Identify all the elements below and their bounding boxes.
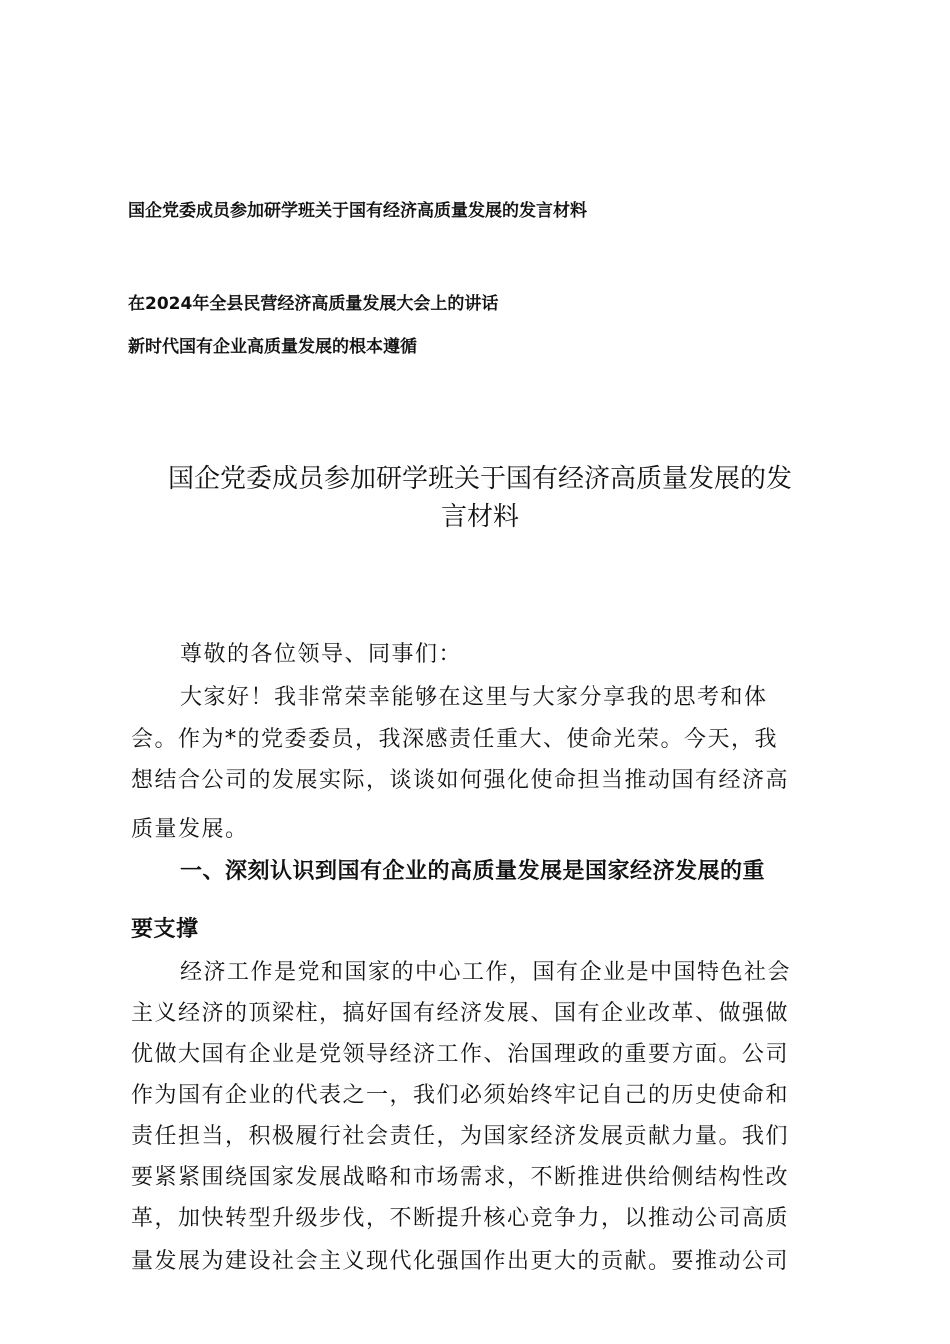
paragraph-line: 要紧紧围绕国家发展战略和市场需求，不断推进供给侧结构性改 bbox=[131, 1165, 790, 1190]
paragraph-line: 大家好！我非常荣幸能够在这里与大家分享我的思考和体 bbox=[180, 685, 768, 710]
paragraph-line: 想结合公司的发展实际，谈谈如何强化使命担当推动国有经济高 bbox=[131, 768, 790, 793]
document-title bbox=[120, 460, 840, 536]
section-heading: 一、深刻认识到国有企业的高质量发展是国家经济发展的重 bbox=[180, 859, 766, 884]
toc-item-1: 国企党委成员参加研学班关于国有经济高质量发展的发言材料 bbox=[128, 201, 587, 221]
paragraph-line: 作为国有企业的代表之一，我们必须始终牢记自己的历史使命和 bbox=[131, 1083, 790, 1108]
document-title-line-2: 言材料 bbox=[440, 502, 519, 532]
section-heading: 要支撑 bbox=[131, 917, 199, 942]
salutation: 尊敬的各位领导、同事们： bbox=[180, 642, 463, 667]
document-title-line-1: 国企党委成员参加研学班关于国有经济高质量发展的发 bbox=[167, 464, 792, 494]
paragraph-line: 革，加快转型升级步伐，不断提升核心竞争力，以推动公司高质 bbox=[131, 1206, 790, 1231]
toc-item-3: 新时代国有企业高质量发展的根本遵循 bbox=[128, 337, 417, 357]
paragraph-line: 经济工作是党和国家的中心工作，国有企业是中国特色社会 bbox=[180, 960, 792, 985]
paragraph-line: 主义经济的顶梁柱，搞好国有经济发展、国有企业改革、做强做 bbox=[131, 1001, 790, 1026]
paragraph-line: 量发展为建设社会主义现代化强国作出更大的贡献。要推动公司 bbox=[131, 1249, 790, 1274]
paragraph-line: 优做大国有企业是党领导经济工作、治国理政的重要方面。公司 bbox=[131, 1042, 790, 1067]
paragraph-line: 责任担当，积极履行社会责任，为国家经济发展贡献力量。我们 bbox=[131, 1124, 790, 1149]
paragraph-line: 质量发展。 bbox=[131, 817, 249, 842]
toc-item-2: 在2024年全县民营经济高质量发展大会上的讲话 bbox=[128, 294, 499, 314]
paragraph-line: 会。作为*的党委委员，我深感责任重大、使命光荣。今天，我 bbox=[131, 727, 779, 752]
